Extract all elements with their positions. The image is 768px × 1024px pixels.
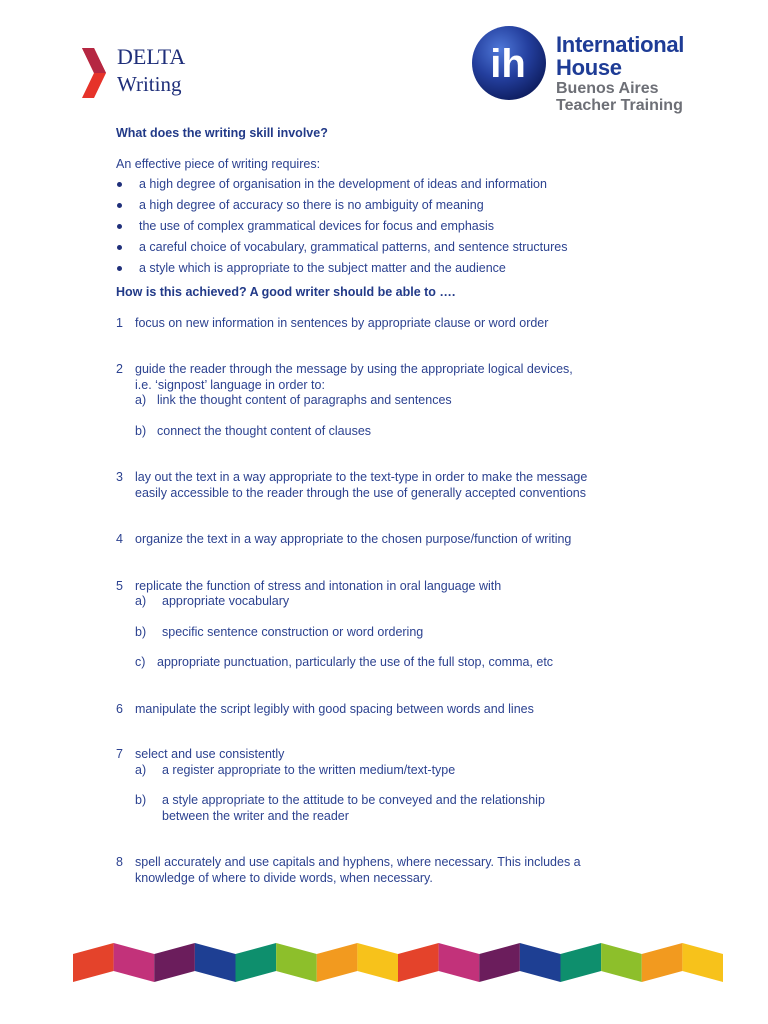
sub-item-a [135, 594, 676, 610]
section-heading-2: How is this achieved? A good writer should be able to …. [116, 285, 456, 300]
stripe-segment [520, 943, 561, 982]
item-number: 6 [116, 701, 123, 716]
item-number: 7 [116, 747, 123, 762]
list-item [116, 240, 676, 256]
list-item [116, 219, 676, 235]
item-text: guide the reader through the message by using the appropriate logical devices, [135, 362, 573, 377]
item-text: spell accurately and use capitals and hyphens, where necessary. This includes a [135, 855, 581, 870]
sub-item-label: c) [135, 655, 146, 670]
item-number: 2 [116, 362, 123, 377]
item-text: select and use consistently [135, 747, 285, 762]
bullet-text: a high degree of organisation in the development of ideas and information [139, 177, 547, 191]
sub-item-a [135, 393, 676, 409]
sub-item-label: a) [135, 762, 147, 777]
sub-item-text: appropriate vocabulary [162, 594, 290, 609]
sub-item-label: a) [135, 594, 147, 609]
bullet-icon [117, 182, 122, 187]
item-number: 5 [116, 578, 123, 593]
sub-item-label: b) [135, 793, 147, 808]
sub-item-b [135, 625, 676, 641]
numbered-item-8 [116, 855, 676, 886]
stripe-segment [317, 943, 358, 982]
sub-item-text: connect the thought content of clauses [157, 423, 372, 438]
sub-item-text: a style appropriate to the attitude to be conveyed and the relationship [162, 793, 545, 808]
sub-item-label: a) [135, 393, 147, 408]
sub-item-b [135, 424, 676, 440]
stripe-segment [357, 943, 398, 982]
intro-text: An effective piece of writing requires: [116, 156, 321, 171]
requirements-list [116, 177, 676, 276]
bullet-icon [117, 266, 122, 271]
bullet-text: a style which is appropriate to the subject matter and the audience [139, 260, 506, 275]
item-text: manipulate the script legibly with good spacing between words and lines [135, 701, 534, 716]
item-number: 1 [116, 315, 123, 330]
stripe-segment [398, 943, 439, 982]
item-text: organize the text in a way appropriate to the chosen purpose/function of writing [135, 532, 572, 547]
stripe-segment [236, 943, 277, 982]
logo-line-3: Buenos Aires [556, 80, 659, 97]
numbered-item-3 [116, 470, 676, 501]
ih-logo-text [556, 34, 684, 114]
decorative-zigzag-stripe [73, 943, 723, 985]
sub-item-text: appropriate punctuation, particularly the use of the full stop, comma, etc [157, 655, 554, 670]
section-heading-1: What does the writing skill involve? [116, 126, 328, 140]
item-number: 4 [116, 532, 123, 547]
numbered-item-1 [116, 316, 676, 332]
sub-item-text: between the writer and the reader [162, 808, 349, 823]
logo-line-4: Teacher Training [556, 97, 683, 114]
sub-item-text: a register appropriate to the written medium/text-type [162, 762, 456, 777]
item-text: focus on new information in sentences by appropriate clause or word order [135, 315, 549, 330]
stripe-segment [682, 943, 723, 982]
bullet-text: a high degree of accuracy so there is no ambiguity of meaning [139, 197, 484, 212]
page-subtitle: Writing [117, 72, 182, 96]
stripe-segment [195, 943, 236, 982]
numbered-item-2 [116, 362, 676, 439]
item-text: easily accessible to the reader through the use of generally accepted conventions [135, 485, 586, 500]
bullet-text: a careful choice of vocabulary, grammatical patterns, and sentence structures [139, 239, 568, 254]
numbered-item-6 [116, 702, 676, 718]
stripe-segment [439, 943, 480, 982]
list-item [116, 261, 676, 277]
stripe-segment [154, 943, 195, 982]
item-text: knowledge of where to divide words, when necessary. [135, 870, 433, 885]
stripe-segment [73, 943, 114, 982]
ih-logo-mark: ih [490, 42, 526, 86]
sub-item-label: b) [135, 423, 147, 438]
stripe-segment [642, 943, 683, 982]
bullet-icon [117, 245, 122, 250]
stripe-segment [601, 943, 642, 982]
ih-logo-icon [470, 24, 548, 102]
page-title: DELTA [117, 44, 186, 69]
bullet-icon [117, 224, 122, 229]
sub-item-c [135, 655, 676, 671]
logo-line-1: International [556, 32, 685, 57]
item-text: replicate the function of stress and intonation in oral language with [135, 578, 502, 593]
document-body [116, 126, 676, 886]
numbered-item-4 [116, 532, 676, 548]
item-number: 3 [116, 470, 123, 485]
sub-item-text: link the thought content of paragraphs and sentences [157, 393, 452, 408]
delta-chevron-logo [80, 48, 108, 98]
sub-item-b [135, 793, 676, 824]
list-item [116, 177, 676, 193]
logo-line-2: House [556, 55, 622, 80]
stripe-segment [114, 943, 155, 982]
stripe-segment [276, 943, 317, 982]
item-number: 8 [116, 855, 123, 870]
sub-item-text: specific sentence construction or word ordering [162, 624, 424, 639]
bullet-icon [117, 203, 122, 208]
sub-item-a [135, 763, 676, 779]
item-text: lay out the text in a way appropriate to the text-type in order to make the message [135, 470, 588, 485]
list-item [116, 198, 676, 214]
stripe-segment [561, 943, 602, 982]
sub-item-label: b) [135, 624, 147, 639]
bullet-text: the use of complex grammatical devices for focus and emphasis [139, 218, 495, 233]
numbered-item-5 [116, 579, 676, 671]
stripe-segment [479, 943, 520, 982]
numbered-item-7 [116, 747, 676, 824]
item-text: i.e. ‘signpost’ language in order to: [135, 377, 325, 392]
